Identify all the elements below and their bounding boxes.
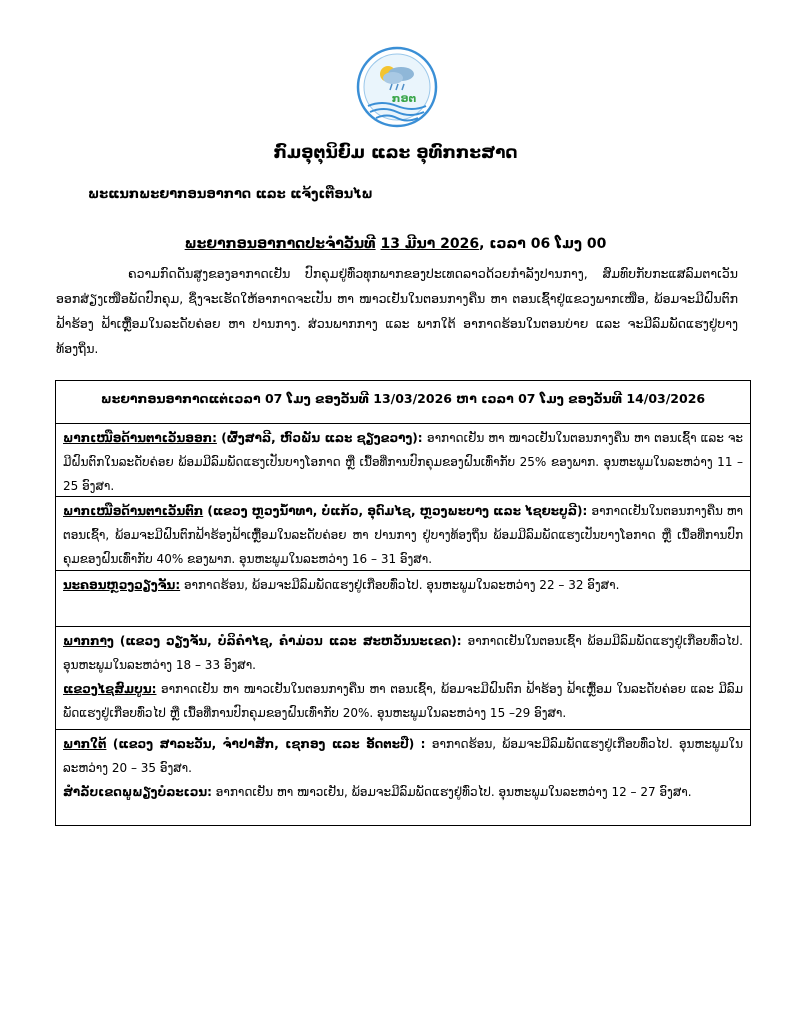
region-northeast	[56, 423, 750, 496]
region-label: ພາກໃຕ້	[63, 737, 107, 751]
forecast-title	[0, 236, 791, 252]
synoptic-summary: ຄວາມກົດດັນສູງຂອງອາກາດເຢັນ ປົກຄຸມຢູ່ທົ່ວທຸກພາກຂອງປະເທດລາວດ້ວຍກຳລັງປານກາງ, ສົມທົບກັບກະແສລົມຕາເວັນອອກສ່ຽງເໜືອພັດປົກຄຸມ, ຊຶ່ງຈະເຮັດໃຫ້ອາກາດຈະເປັນ ຫາ ໜາວເຢັນໃນຕອນກາງຄືນ ຫາ ຕອນເຊົ້າຢູ່ແຂວງພາກເໜືອ, ພ້ອມຈະມີຝົນຕົກຟ້າຮ້ອງ ຟ້າເຫຼື້ອມໃນລະດັບຄ່ອຍ ຫາ ປານກາງ. ສ່ວນພາກກາງ ແລະ ພາກໃຕ້ ອາກາດຮ້ອນໃນຕອນບ່າຍ ແລະ ຈະມີລົມພັດແຮງຢູ່ບາງທ້ອງຖິ່ນ.	[56, 266, 738, 356]
forecast-title-suffix: , ເວລາ 06 ໂມງ 00	[479, 236, 607, 252]
forecast-title-date: 13 ມີນາ 2026	[380, 236, 480, 252]
region-provinces: (ແຂວງ ຫຼວງນ້ຳທາ, ບໍ່ແກ້ວ, ອຸດົມໄຊ, ຫຼວງພະບາງ ແລະ ໄຊຍະບູລີ):	[203, 504, 592, 518]
logo-text: ກອຕ	[391, 92, 417, 105]
subregion-label: ສຳລັບເຂດພູພຽງບໍລະເວນ:	[63, 785, 212, 799]
region-provinces: (ແຂວງ ວຽງຈັນ, ບໍລິຄຳໄຊ, ຄຳມ່ວນ ແລະ ສະຫວັນນະເຂດ):	[113, 634, 468, 648]
region-main	[63, 629, 743, 677]
department-logo	[356, 42, 438, 132]
region-label: ນະຄອນຫຼວງວຽງຈັນ:	[63, 578, 181, 592]
region-capital	[56, 570, 750, 626]
forecast-table	[55, 380, 751, 826]
region-provinces: (ຜົ້ງສາລີ, ຫົວພັນ ແລະ ຊຽງຂວາງ):	[216, 431, 427, 445]
region-label: ພາກເໜືອດ້ານຕາເວັນຕົກ	[63, 504, 204, 518]
region-northwest	[56, 496, 750, 570]
region-text: ອາກາດເຢັນ ຫາ ໜາວເຢັນໃນຕອນກາງຄືນ ຫາ ຕອນເຊົ້າ ແລະ ຈະມີຝົນຕົກໃນລະດັບຄ່ອຍ ພ້ອມມີລົມພັດແຮງເປັນບາງໂອກາດ ຫຼື ເນື້ອທີ່ການປົກຄຸມຂອງຝົນເທົ່າກັບ 25% ຂອງພາກ. ອຸນຫະພູມໃນລະຫວ່າງ 11 – 25 ອົງສາ.	[63, 431, 744, 493]
subregion-text: ອາກາດເຢັນ ຫາ ໜາວເຢັນ, ພ້ອມຈະມີລົມພັດແຮງຢູ່ທົ່ວໄປ. ອຸນຫະພູມໃນລະຫວ່າງ 12 – 27 ອົງສາ.	[211, 785, 692, 799]
table-heading: ພະຍາກອນອາກາດແຕ່ເວລາ 07 ໂມງ ຂອງວັນທີ 13/03/2026 ຫາ ເວລາ 07 ໂມງ ຂອງວັນທີ 14/03/2026	[100, 391, 706, 406]
forecast-title-prefix: ພະຍາກອນອາກາດປະຈຳວັນທີ	[184, 236, 376, 252]
region-text: ອາກາດເຢັນໃນຕອນເຊົ້າ ພ້ອມມີລົມພັດແຮງຢູ່ເກືອບທົ່ວໄປ. ອຸນຫະພູມໃນລະຫວ່າງ 18 – 33 ອົງສາ.	[63, 634, 743, 672]
region-label: ພາກເໜືອດ້ານຕາເວັນອອກ:	[63, 431, 217, 445]
region-south	[56, 729, 750, 825]
region-main	[63, 732, 743, 780]
region-text: ອາກາດຮ້ອນ, ພ້ອມຈະມີລົມພັດແຮງຢູ່ເກືອບທົ່ວໄປ. ອຸນຫະພູມໃນລະຫວ່າງ 22 – 32 ອົງສາ.	[180, 578, 620, 592]
subregion	[63, 677, 743, 725]
subregion-label: ແຂວງໄຊສົມບູນ:	[63, 682, 157, 696]
subregion	[63, 780, 743, 804]
region-central	[56, 626, 750, 729]
region-provinces: (ແຂວງ ສາລະວັນ, ຈຳປາສັກ, ເຊກອງ ແລະ ອັດຕະປື) :	[106, 737, 432, 751]
division-name: ພະແນກພະຍາກອນອາກາດ ແລະ ແຈ້ງເຕືອນໄພ	[88, 187, 373, 202]
department-name: ກົມອຸຕຸນິຍົມ ແລະ ອຸທົກກະສາດ	[273, 143, 518, 163]
subregion-text: ອາກາດເຢັນ ຫາ ໜາວເຢັນໃນຕອນກາງຄືນ ຫາ ຕອນເຊົ້າ, ພ້ອມຈະມີຝົນຕົກ ຟ້າຮ້ອງ ຟ້າເຫຼື້ອມ ໃນລະດັບຄ່ອຍ ແລະ ມີລົມພັດແຮງຢູ່ເກືອບທົ່ວໄປ ຫຼື ເນື້ອທີ່ການປົກຄຸມຂອງຝົນເທົ່າກັບ 20%. ອຸນຫະພູມໃນລະຫວ່າງ 15 –29 ອົງສາ.	[63, 682, 743, 720]
region-label: ພາກກາງ	[63, 634, 114, 648]
region-text: ອາກາດຮ້ອນ, ພ້ອມຈະມີລົມພັດແຮງຢູ່ເກືອບທົ່ວໄປ. ອຸນຫະພູມໃນລະຫວ່າງ 20 – 35 ອົງສາ.	[63, 737, 743, 775]
region-text: ອາກາດເຢັນໃນຕອນກາງຄືນ ຫາ ຕອນເຊົ້າ, ພ້ອມຈະມີຝົນຕົກຟ້າຮ້ອງຟ້າເຫຼື້ອມໃນລະດັບຄ່ອຍ ຫາ ປານກາງ ຢູ່ບາງທ້ອງຖິ່ນ ພ້ອມມີລົມພັດແຮງເປັນບາງໂອກາດ ຫຼື ເນື້ອທີ່ການປົກຄຸມຂອງຝົນເທົ່າກັບ 40% ຂອງພາກ. ອຸນຫະພູມໃນລະຫວ່າງ 16 – 31 ອົງສາ.	[63, 504, 743, 566]
